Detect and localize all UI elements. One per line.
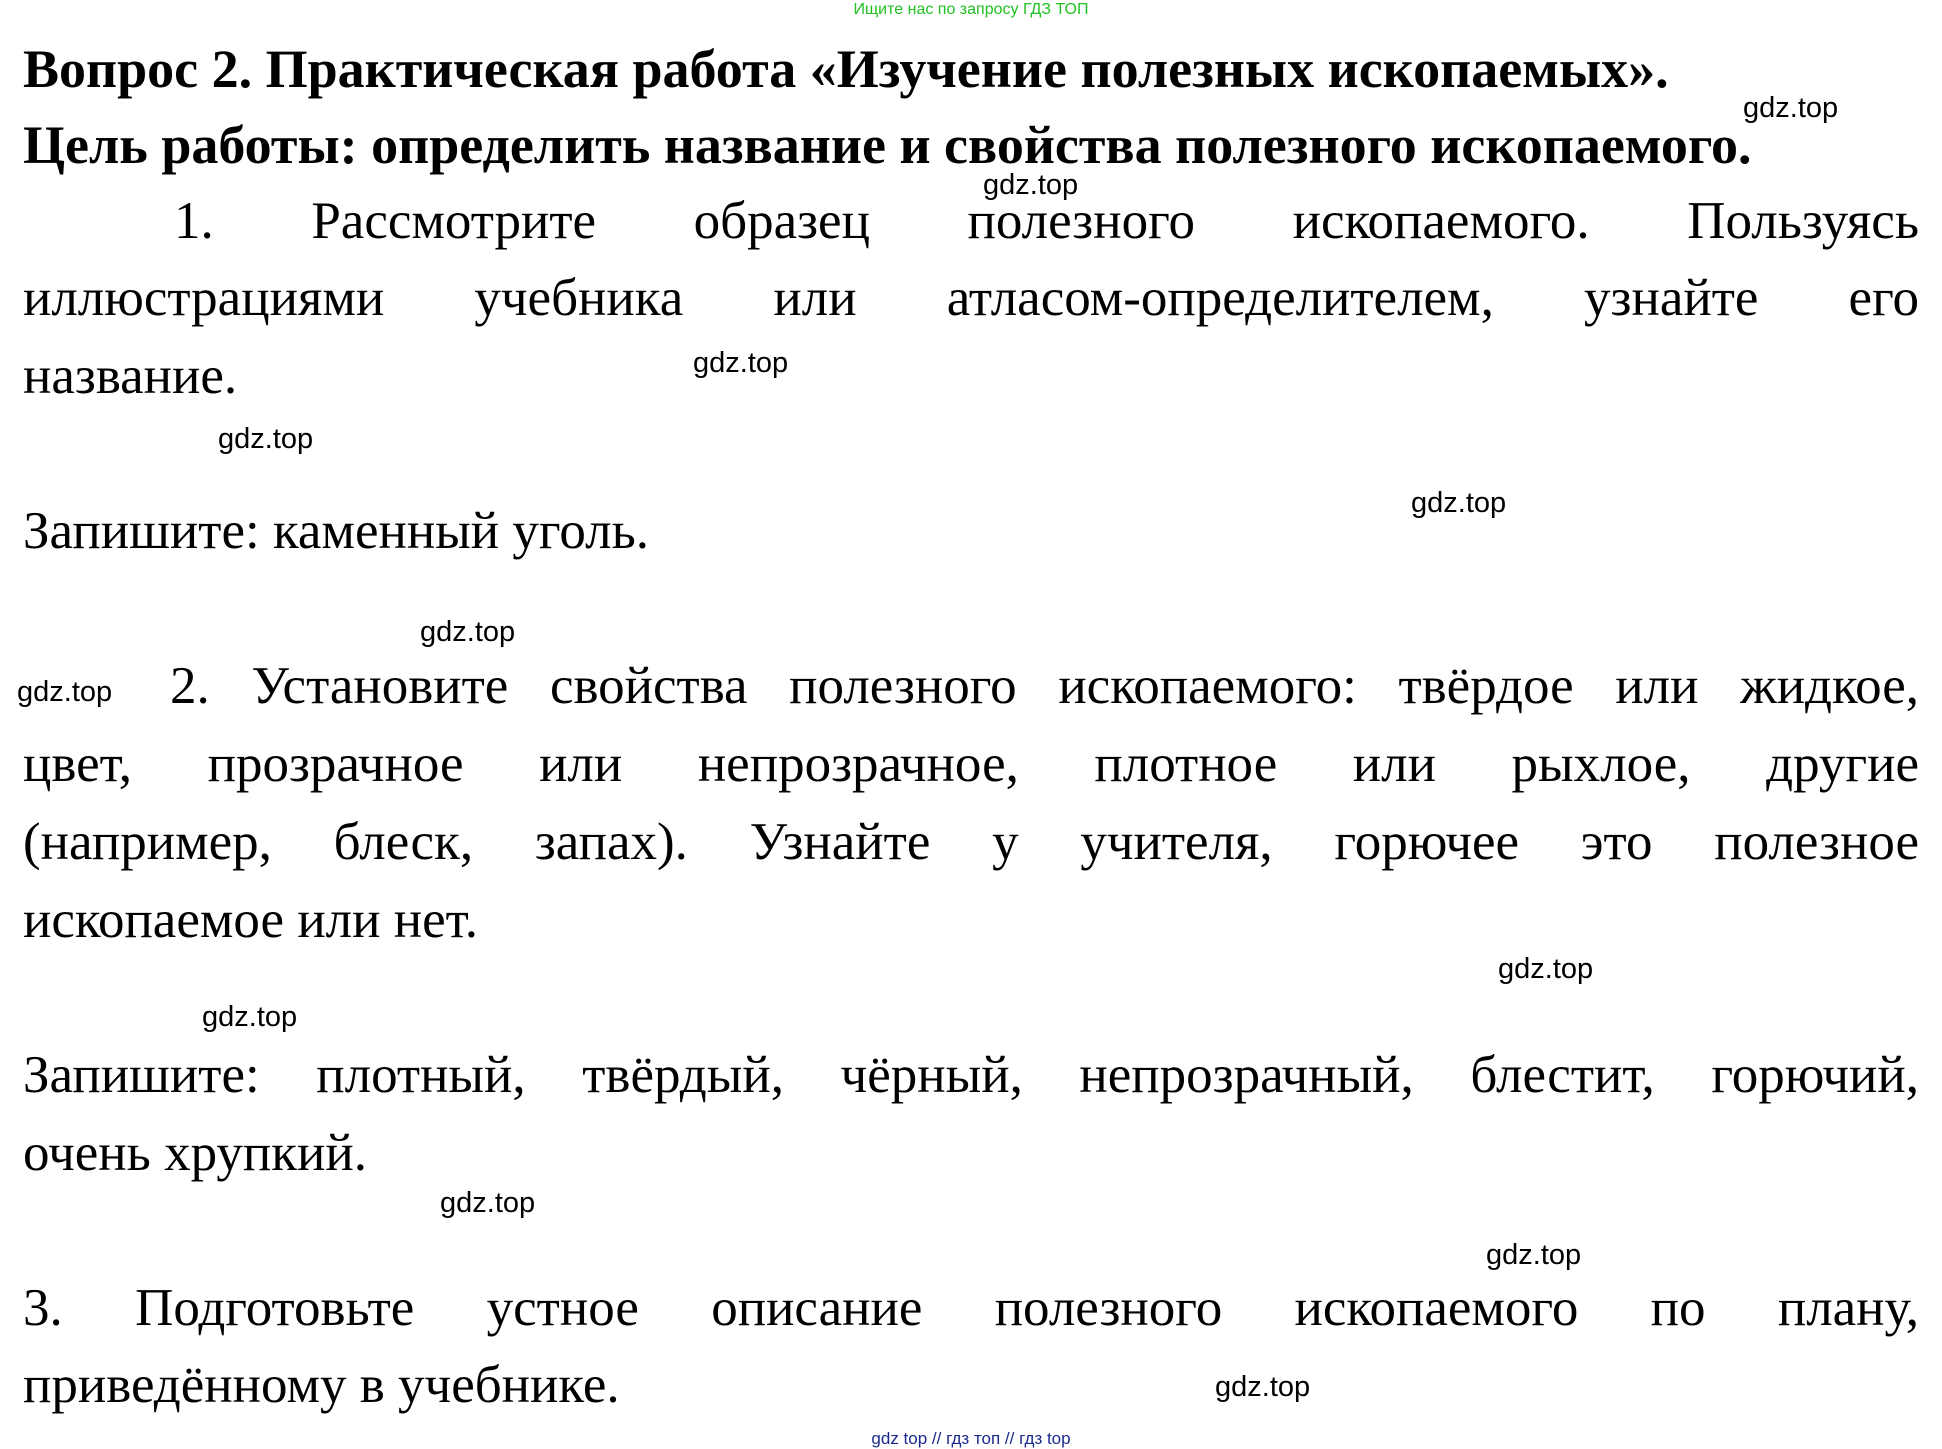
task2-line1: 2. Установите свойства полезного ископаемого: твёрдое или жидкое, [170,657,1919,715]
watermark: gdz.top [1486,1239,1582,1271]
task1-line2: иллюстрациями учебника или атласом-определителем, узнайте его [23,269,1919,327]
watermark: gdz.top [218,423,314,455]
search-hint-banner: Ищите нас по запросу ГДЗ ТОП [853,1,1089,18]
task2-answer-line2: очень хрупкий. [23,1124,367,1182]
watermark: gdz.top [1215,1371,1311,1403]
watermark: gdz.top [983,169,1079,201]
watermark: gdz.top [1743,92,1839,124]
watermark: gdz.top [17,676,113,708]
watermark: gdz.top [440,1187,536,1219]
task3-line1: 3. Подготовьте устное описание полезного ископаемого по плану, [23,1279,1919,1337]
task1-line3: название. [23,347,238,405]
task2-line2: цвет, прозрачное или непрозрачное, плотное или рыхлое, другие [23,735,1919,793]
task2-answer-line1: Запишите: плотный, твёрдый, чёрный, непрозрачный, блестит, горючий, [23,1046,1919,1104]
footer-banner: gdz top // гдз топ // гдз top [871,1429,1071,1448]
work-goal: Цель работы: определить название и свойства полезного ископаемого. [23,115,1752,175]
watermark: gdz.top [202,1001,298,1033]
task1-line1: 1. Рассмотрите образец полезного ископаемого. Пользуясь [174,192,1919,250]
watermark: gdz.top [693,347,789,379]
watermark: gdz.top [1411,487,1507,519]
task3-line2: приведённому в учебнике. [23,1356,620,1414]
task2-line3: (например, блеск, запах). Узнайте у учителя, горючее это полезное [23,813,1919,871]
watermark: gdz.top [1498,953,1594,985]
watermark: gdz.top [420,616,516,648]
task1-answer: Запишите: каменный уголь. [23,502,650,560]
task2-line4: ископаемое или нет. [23,891,479,949]
question-title: Вопрос 2. Практическая работа «Изучение полезных ископаемых». [23,39,1669,99]
